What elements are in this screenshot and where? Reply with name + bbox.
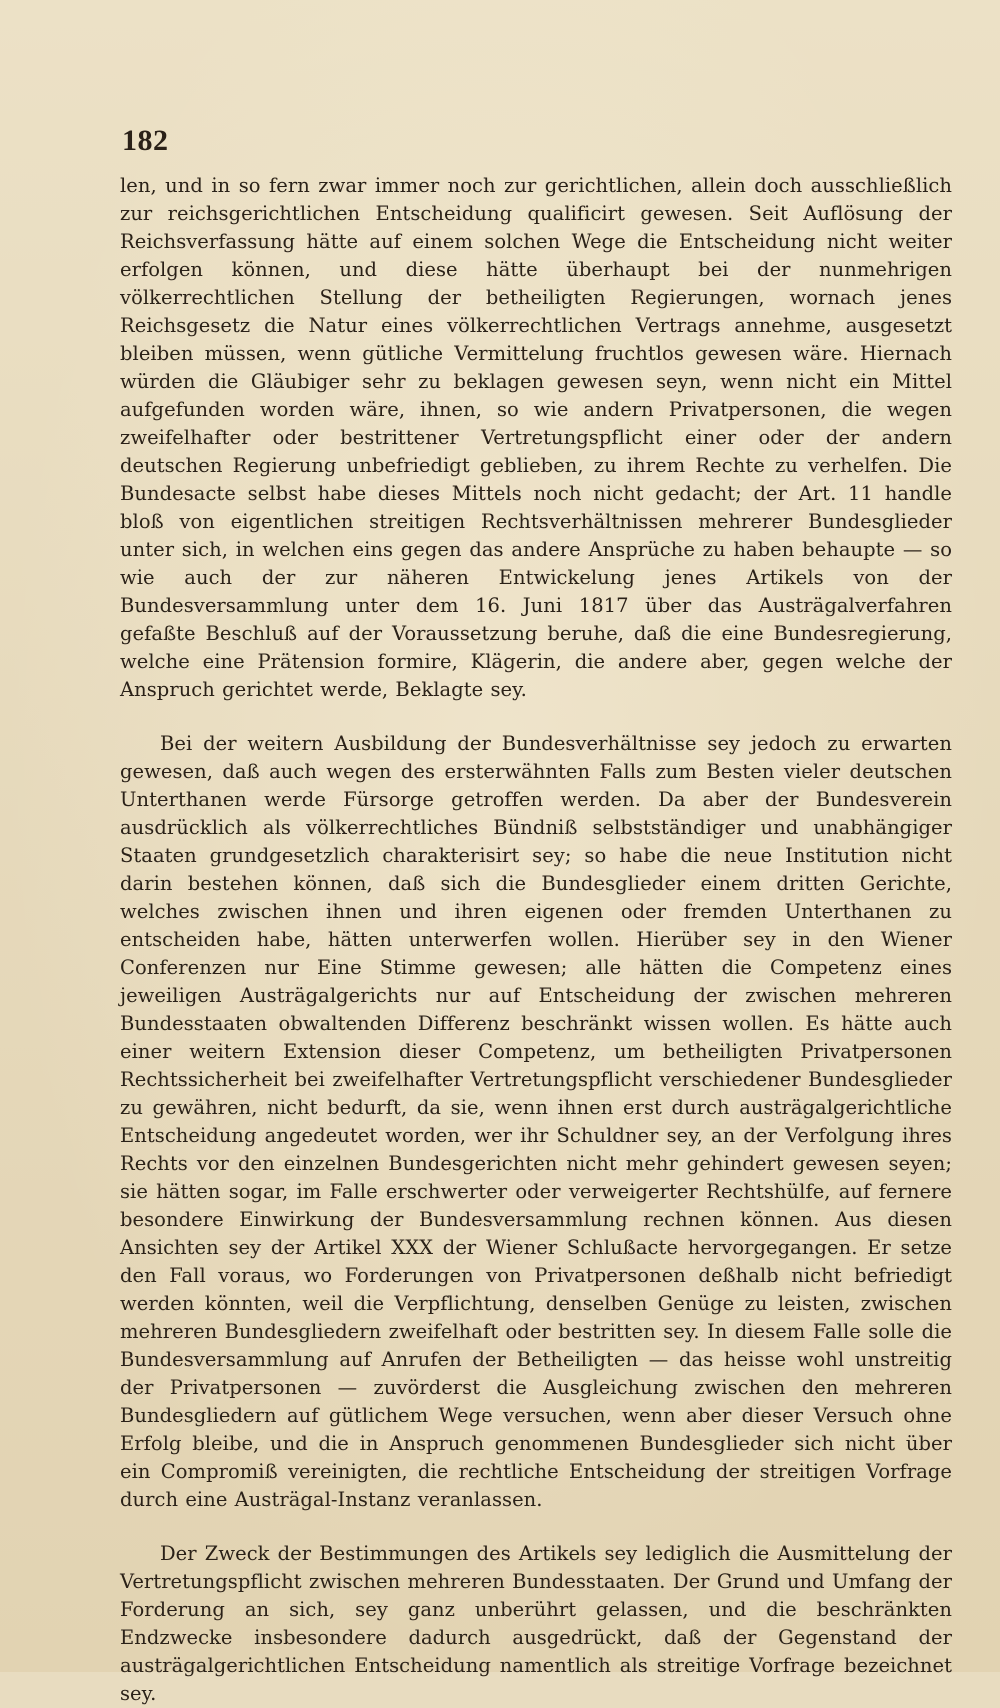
paragraph-2: Bei der weitern Ausbildung der Bundesverhältnisse sey jedoch zu erwarten gewesen, daß auch wegen des ersterwähnten Falls zum Besten vieler deutschen Unterthanen werde Fürsorge getroffen werden. Da aber der Bundesverein ausdrücklich als völkerrechtliches Bündniß selbstständiger und unabhängiger Staaten grundgesetzlich charakterisirt sey; so habe die neue Institution nicht darin bestehen können, daß sich die Bundesglieder einem dritten Gerichte, welches zwischen ihnen und ihren eigenen oder fremden Unterthanen zu entscheiden habe, hätten unterwerfen wollen. Hierüber sey in den Wiener Conferenzen nur Eine Stimme gewesen; alle hätten die Competenz eines jeweiligen Austrägalgerichts nur auf Entscheidung der zwischen mehreren Bundesstaaten obwaltenden Differenz beschränkt wissen wollen. Es hätte auch einer weitern Extension dieser Competenz, um betheiligten Privatpersonen Rechtssicherheit bei zweifelhafter Vertretungspflicht verschiedener Bundesglieder zu gewähren, nicht bedurft, da sie, wenn ihnen erst durch austrägalgerichtliche Entscheidung angedeutet worden, wer ihr Schuldner sey, an der Verfolgung ihres Rechts vor den einzelnen Bundesgerichten nicht mehr gehindert gewesen seyen; sie hätten sogar, im Falle erschwerter oder verweigerter Rechtshülfe, auf fernere besondere Einwirkung der Bundesversammlung rechnen können. Aus diesen Ansichten sey der Artikel XXX der Wiener Schlußacte hervorgegangen. Er setze den Fall voraus, wo Forderungen von Privatpersonen deßhalb nicht befriedigt werden könnten, weil die Verpflichtung, denselben Genüge zu leisten, zwischen mehreren Bundesgliedern zweifelhaft oder bestritten sey. In diesem Falle solle die Bundesversammlung auf Anrufen der Betheiligten — das heisse wohl unstreitig der Privatpersonen — zuvörderst die Ausgleichung zwischen den mehreren Bundesgliedern auf gütlichem Wege versuchen, wenn aber dieser Versuch ohne Erfolg bleibe, und die in Anspruch genommenen Bundesglieder sich nicht über ein Compromiß vereinigten, die rechtliche Entscheidung der streitigen Vorfrage durch eine Austrägal-Instanz veranlassen.	[120, 732, 952, 1511]
page-number: 182	[122, 124, 169, 157]
paragraph-1: len, und in so fern zwar immer noch zur gerichtlichen, allein doch ausschließlich zur reichsgerichtlichen Entscheidung qualificirt gewesen. Seit Auflösung der Reichsverfassung hätte auf einem solchen Wege die Entscheidung nicht weiter erfolgen können, und diese hätte überhaupt bei der nunmehrigen völkerrechtlichen Stellung der betheiligten Regierungen, wornach jenes Reichsgesetz die Natur eines völkerrechtlichen Vertrags annehme, ausgesetzt bleiben müssen, wenn gütliche Vermittelung fruchtlos gewesen wäre. Hiernach würden die Gläubiger sehr zu beklagen gewesen seyn, wenn nicht ein Mittel aufgefunden worden wäre, ihnen, so wie andern Privatpersonen, die wegen zweifelhafter oder bestrittener Vertretungspflicht einer oder der andern deutschen Regierung unbefriedigt geblieben, zu ihrem Rechte zu verhelfen. Die Bundesacte selbst habe dieses Mittels noch nicht gedacht; der Art. 11 handle bloß von eigentlichen streitigen Rechtsverhältnissen mehrerer Bundesglieder unter sich, in welchen eins gegen das andere Ansprüche zu haben behaupte — so wie auch der zur näheren Entwickelung jenes Artikels von der Bundesversammlung unter dem 16. Juni 1817 über das Austrägalverfahren gefaßte Beschluß auf der Voraussetzung beruhe, daß die eine Bundesregierung, welche eine Prätension formire, Klägerin, die andere aber, gegen welche der Anspruch gerichtet werde, Beklagte sey.	[120, 174, 952, 701]
body-text	[120, 172, 952, 1708]
paragraph-3: Der Zweck der Bestimmungen des Artikels sey lediglich die Ausmittelung der Vertretungspflicht zwischen mehreren Bundesstaaten. Der Grund und Umfang der Forderung an sich, sey ganz unberührt gelassen, und die beschränkten Endzwecke insbesondere dadurch ausgedrückt, daß der Gegenstand der austrägalgerichtlichen Entscheidung namentlich als streitige Vorfrage bezeichnet sey.	[120, 1542, 952, 1705]
